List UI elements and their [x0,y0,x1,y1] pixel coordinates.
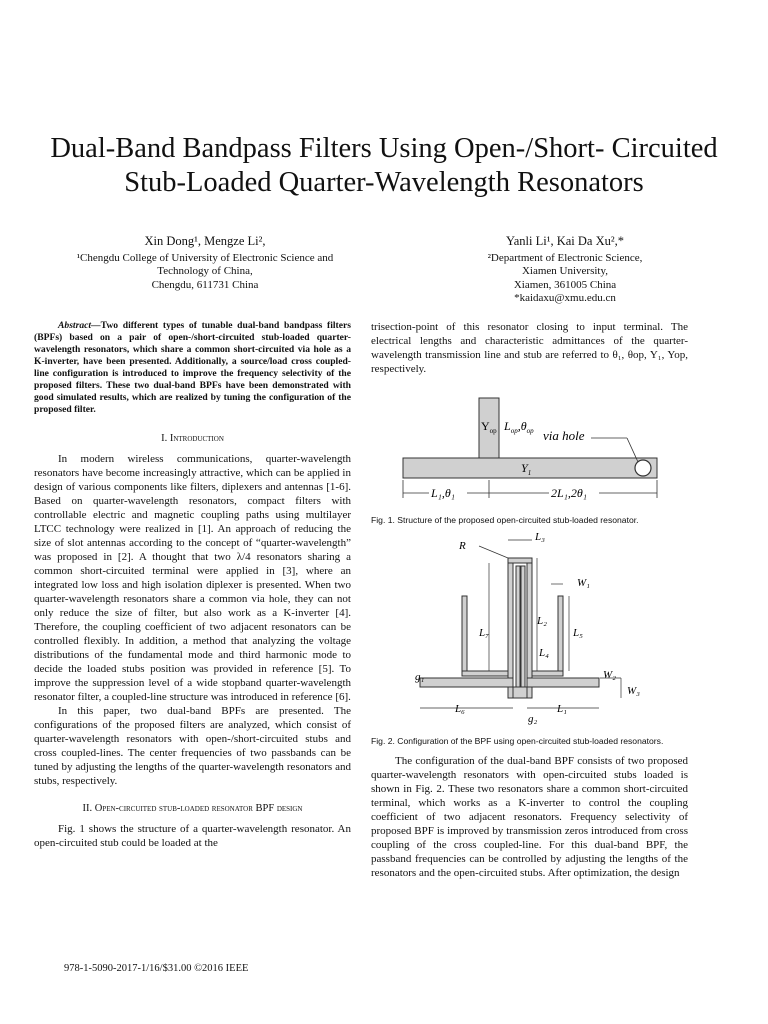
left-column [34,320,351,850]
right-paragraph-2: The configuration of the dual-band BPF consists of two proposed quarter-wavelength resonators with open-circuited stubs loaded is shown in Fig. 2. These two resonators share a common short-circuited terminal, which works as a K-inverter to control the coupling coefficient of two adjacent resonators. Frequency selectivity of proposed BPF is improved by transmission zeros introduced from cross coupling of the cross coupled-line. For this dual-band BPF, the passband frequencies can be controlled by adjusting the lengths of the resonators and the open-circuited stubs. After optimization, the design [371,755,688,879]
figure-1-resonator-structure [371,390,688,510]
intro-paragraph-1: In modern wireless communications, quarter-wavelength resonators have become increasingly attractive, which can be applied in design of various components like filters, diplexers and antennas [1-6]. Based on quarter-wavelength resonators, compact filters with controllable electric and magnetic coupling paths using multilayer LTCC technology were realized in [1]. An approach of reducing the size of slot antennas according to the concept of “quarter-wavelength” was proposed in [2]. A thought that two λ/4 resonators sharing a common short-circuited terminal were applied in [3], where an integrated low loss and high isolation diplexer is presented. When two quarter-wavelength resonators share a common via hole, they can not only reduce the size of filter, but also work as a K-inverter [4]. Therefore, the coupling coefficient of two adjacent resonators can be controlled flexibly. In addition, a method that analyzing the voltage distributions of the fundamental mode and third harmonic mode to decide the loaded stubs position was provided in reference [5]. To improve the suppression level of a wide stopband quarter-wavelength resonator filter, a coupled-line structure was introduced in reference [6]. [34,453,351,703]
label-l7: L₇ [479,627,489,639]
copyright-footer: 978-1-5090-2017-1/16/$31.00 ©2016 IEEE [64,963,249,974]
section-heading-introduction: I. Introduction [161,433,224,444]
affil-left-line2: Technology of China, [157,265,253,277]
label-l3: L₃ [535,531,545,543]
right-paragraph-1: trisection-point of this resonator closing to input terminal. The electrical lengths and characteristic admittances of the quarter-wavelength transmission line and stub are referred to θ₁, θop, Y₁, Yop, respectively. [371,321,688,375]
affil-right-line2: Xiamen University, [521,265,609,277]
label-l2: L₂ [537,615,547,627]
section2-paragraph-1: Fig. 1 shows the structure of a quarter-wavelength resonator. An open-circuited stub could be loaded at the [34,823,351,849]
via-hole-icon [635,460,651,476]
intro-paragraph-2: In this paper, two dual-band BPFs are presented. The configurations of the proposed filters are analyzed, which consist of quarter-wavelength resonators with open-/short-circuited stubs and cross coupled-lines. The center frequencies of two passbands can be tuned by adjusting the lengths of the quarter-wavelength resonators and stubs, respectively. [34,705,351,787]
dim-r [479,546,508,558]
title-line-1: Dual-Band Bandpass Filters Using Open-/Short- Circuited [50,133,718,164]
label-yop: $Y_{op}$ [481,419,497,435]
affil-right-line3: Xiamen, 361005 China [513,278,617,291]
label-g2: g₂ [528,713,538,725]
affiliation-right [400,235,730,306]
right-column-top [371,320,688,376]
label-r: R [459,540,466,552]
author-names-left: Xin Dong¹, Mengze Li², [144,234,266,248]
label-l1: L₁ [557,703,567,715]
label-lop-theta: $L_{op},\theta_{op}$ [504,419,534,435]
figure-1-caption: Fig. 1. Structure of the proposed open-circuited stub-loaded resonator. [371,515,639,525]
stub-left-base [462,671,508,676]
title-line-2: Stub-Loaded Quarter-Wavelength Resonators [124,167,644,198]
label-w3: W₃ [627,685,640,697]
stub-left [462,596,467,676]
affil-left-line1: ¹Chengdu College of University of Electronic Science and [76,251,334,264]
label-l4: L₄ [539,647,549,659]
section-heading-2: II. Open-circuited stub-loaded resonator BPF design [82,803,303,814]
label-w1: W₁ [577,577,590,589]
label-l1-theta1: L₁,θ₁ [431,486,455,500]
output-feed [527,678,599,687]
top-bridge [508,558,532,563]
label-l5: L₅ [573,627,583,639]
figure-2-caption: Fig. 2. Configuration of the BPF using open-circuited stub-loaded resonators. [371,736,664,746]
affil-right-email: *kaidaxu@xmu.edu.cn [514,292,616,304]
label-g1: g₁ [415,671,425,683]
paper-title [20,132,748,200]
abstract-text: Two different types of tunable dual-band bandpass filters (BPFs) based on a pair of open-/short-circuited stub-loaded quarter-wavelength resonators, which share a common short-circuited via hole as a K-inverter, have been presented. Additionally, a source/load cross coupled-line configuration is introduced to improve the frequency selectivity of the proposed filters. These two dual-band BPFs have been demonstrated with good simulated results, which are realized by tuning the configuration of the proposed filter. [34,320,351,415]
affiliation-left [40,235,370,292]
author-names-right: Yanli Li¹, Kai Da Xu²,* [505,234,625,248]
inner-left-line [516,566,520,691]
abstract-label: Abstract— [58,320,101,331]
label-w2: W₂ [603,669,616,681]
figure-2-bpf-configuration [371,528,688,728]
abstract [34,320,351,416]
shorting-via-pad [513,687,527,698]
affil-right-line1: ²Department of Electronic Science, [487,251,643,264]
input-feed [420,678,513,687]
right-column-bottom [371,754,688,880]
label-y1: $Y_1$ [521,461,532,477]
label-via-hole: via hole [543,428,585,443]
affil-left-line3: Chengdu, 611731 China [151,278,259,291]
label-2l1-2theta1: 2L₁,2θ₁ [551,486,587,500]
inner-right-line [521,566,525,691]
label-l6: L₆ [455,703,465,715]
stub-right-base [532,671,563,676]
stub-right [558,596,563,676]
